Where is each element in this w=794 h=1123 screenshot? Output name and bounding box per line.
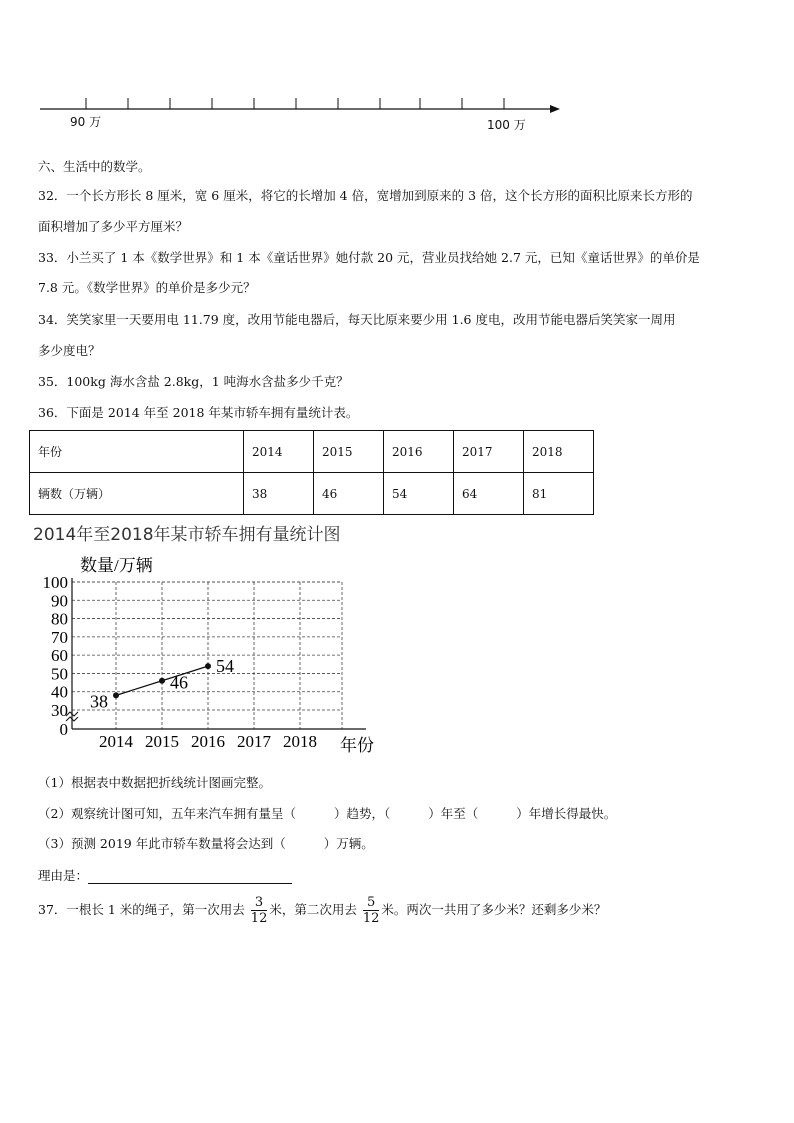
q34-line1: 34．笑笑家里一天要用电 11.79 度，改用节能电器后，每天比原来要少用 1.6 度电，改用节能电器后笑笑家一周用 (38, 312, 676, 327)
q37-text-a: 37．一根长 1 米的绳子，第一次用去 (38, 902, 245, 917)
y-tick-label: 100 (42, 573, 68, 592)
chart-axes (66, 578, 366, 729)
fraction-3-12 (251, 895, 268, 926)
y-tick-label: 70 (51, 627, 68, 647)
sub-q2-text-c: ）年至（ (428, 806, 479, 821)
section-title: 六、生活中的数学。 (38, 159, 151, 174)
q37-text-c: 米。两次一共用了多少米？还剩多少米？ (381, 902, 607, 917)
q37 (38, 892, 606, 928)
table-row (30, 473, 594, 515)
reason-line (38, 866, 292, 884)
chart-y-ticks (43, 573, 69, 739)
table-cell: 2016 (384, 431, 454, 473)
chart-y-label: 数量/万辆 (80, 556, 153, 575)
q37-text-b: 米，第二次用去 (269, 902, 357, 917)
q36: 36．下面是 2014 年至 2018 年某市轿车拥有量统计表。 (38, 405, 359, 420)
x-tick-label: 2016 (191, 732, 225, 751)
fraction-5-12 (363, 895, 380, 926)
sub-q2 (38, 804, 616, 822)
sub-q2-text-a: （2）观察统计图可知，五年来汽车拥有量呈（ (38, 806, 296, 821)
number-line-arrow (550, 105, 560, 113)
sub-q3 (38, 834, 374, 852)
q34-line2: 多少度电？ (38, 343, 101, 358)
x-tick-label: 2015 (145, 732, 179, 751)
y-tick-label: 50 (51, 664, 68, 684)
table-cell: 64 (454, 473, 524, 515)
table-cell: 2014 (244, 431, 314, 473)
number-line-ticks (86, 98, 504, 109)
chart-grid (72, 582, 342, 729)
reason-label: 理由是： (38, 868, 89, 883)
data-label: 54 (216, 656, 234, 677)
sub-q1: （1）根据表中数据把折线统计图画完整。 (38, 775, 271, 790)
reason-answer-line[interactable] (88, 869, 292, 884)
table-cell: 81 (524, 473, 594, 515)
y-tick-label: 80 (51, 609, 68, 629)
sub-q3-text-a: （3）预测 2019 年此市轿车数量将会达到（ (38, 836, 286, 851)
table-cell: 2018 (524, 431, 594, 473)
data-point (205, 663, 211, 669)
fraction-numerator: 3 (251, 895, 268, 911)
x-tick-label: 2014 (99, 732, 133, 751)
chart-x-label: 年份 (340, 736, 374, 755)
x-tick-label: 2017 (237, 732, 271, 751)
q32-line2: 面积增加了多少平方厘米？ (38, 219, 189, 234)
data-point (113, 692, 119, 698)
number-line-left-label: 90 万 (70, 115, 102, 129)
table-cell: 54 (384, 473, 454, 515)
y-tick-label: 30 (51, 701, 68, 720)
sub-q2-text-d: ）年增长得最快。 (516, 806, 617, 821)
table-cell: 年份 (30, 431, 244, 473)
chart-x-ticks (99, 732, 317, 751)
number-line-right-label: 100 万 (487, 118, 526, 132)
table-cell: 2017 (454, 431, 524, 473)
y-tick-label: 90 (51, 591, 68, 611)
y-tick-label: 60 (51, 646, 68, 666)
fraction-denominator: 12 (362, 911, 380, 926)
data-point (159, 678, 165, 684)
data-label: 46 (170, 672, 188, 693)
q32-line1: 32．一个长方形长 8 厘米，宽 6 厘米，将它的长增加 4 倍，宽增加到原来的 3 倍，这个长方形的面积比原来长方形的 (38, 188, 693, 203)
sub-q3-text-b: ）万辆。 (323, 836, 374, 851)
table-cell: 2015 (314, 431, 384, 473)
line-chart (28, 548, 388, 758)
x-tick-label: 2018 (283, 732, 317, 751)
table-cell: 38 (244, 473, 314, 515)
table-cell: 46 (314, 473, 384, 515)
y-tick-label: 40 (51, 682, 68, 702)
q33-line2: 7.8 元。《数学世界》的单价是多少元？ (38, 280, 256, 295)
y-tick-label: 0 (59, 720, 68, 739)
table-row (30, 431, 594, 473)
q33-line1: 33．小兰买了 1 本《数学世界》和 1 本《童话世界》她付款 20 元，营业员找给她 2.7 元，已知《童话世界》的单价是 (38, 250, 700, 265)
fraction-numerator: 5 (363, 895, 380, 911)
table-cell: 辆数（万辆） (30, 473, 244, 515)
stats-table (29, 430, 594, 515)
sub-q2-text-b: ）趋势，（ (333, 806, 391, 821)
fraction-denominator: 12 (250, 911, 268, 926)
data-label: 38 (90, 691, 108, 712)
q35: 35．100kg 海水含盐 2.8kg，1 吨海水含盐多少千克？ (38, 374, 349, 389)
chart-title: 2014年至2018年某市轿车拥有量统计图 (33, 525, 341, 545)
